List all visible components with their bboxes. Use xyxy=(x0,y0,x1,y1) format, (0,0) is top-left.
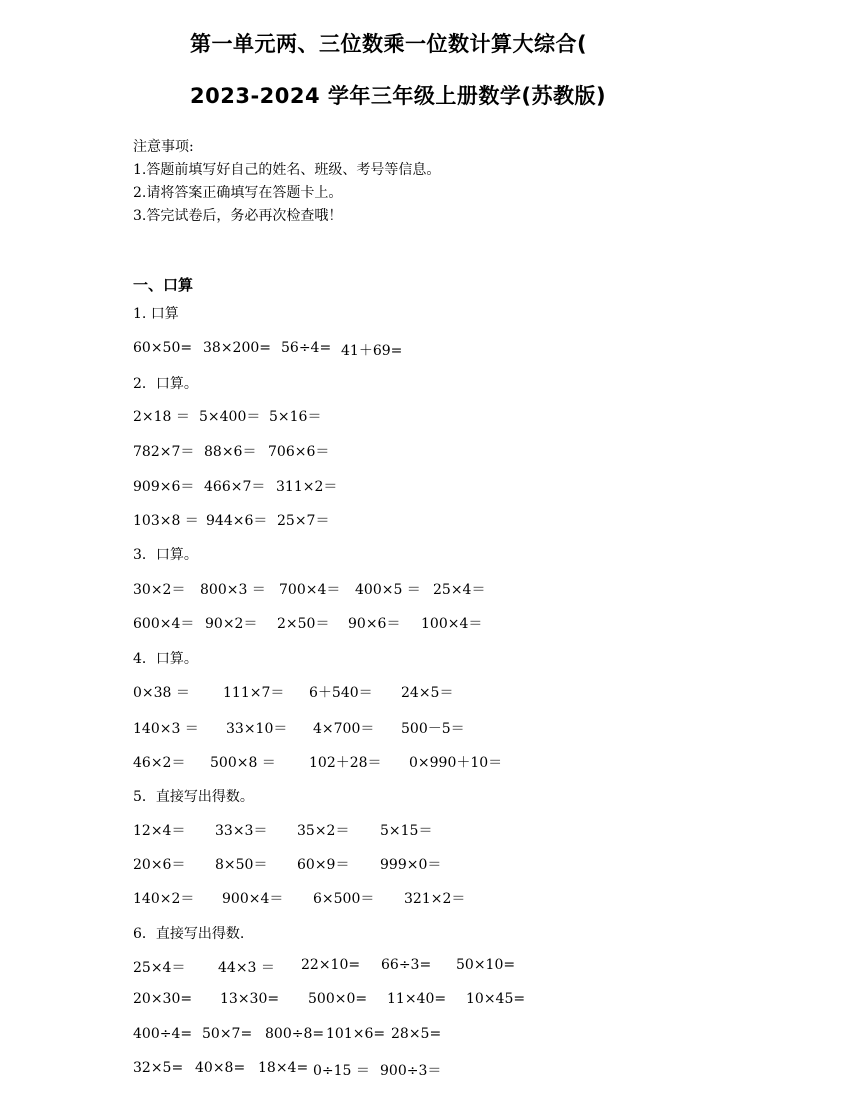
problem: 28×5= xyxy=(391,1026,442,1042)
problem: 4×700＝ xyxy=(313,721,375,737)
notice-item: 3.答完试卷后，务必再次检查哦！ xyxy=(133,208,343,224)
problem: 700×4＝ xyxy=(279,582,341,598)
problem: 0×38 ＝ xyxy=(133,685,190,701)
problem: 111×7＝ xyxy=(223,685,285,701)
problem: 6×500＝ xyxy=(313,891,375,907)
problem: 311×2＝ xyxy=(276,479,338,495)
problem: 25×7＝ xyxy=(277,513,330,529)
problem: 41＋69= xyxy=(341,343,403,359)
problem: 5×16＝ xyxy=(269,409,322,425)
problem: 30×2＝ xyxy=(133,582,186,598)
problem: 66÷3= xyxy=(381,957,432,973)
problem: 6＋540＝ xyxy=(309,685,373,701)
problem: 33×3＝ xyxy=(215,823,268,839)
page-title-line1: 第一单元两、三位数乘一位数计算大综合( xyxy=(190,32,588,56)
problem: 40×8= xyxy=(195,1060,246,1076)
problem: 18×4= xyxy=(258,1060,309,1076)
problem: 782×7＝ xyxy=(133,444,195,460)
problem: 466×7＝ xyxy=(204,479,266,495)
problem: 56÷4= xyxy=(281,340,332,356)
problem: 2×50＝ xyxy=(277,616,330,632)
problem: 11×40= xyxy=(387,991,447,1007)
notice-item: 1.答题前填写好自己的姓名、班级、考号等信息。 xyxy=(133,162,441,178)
problem: 20×6＝ xyxy=(133,857,186,873)
question-label: 5．直接写出得数。 xyxy=(133,789,254,805)
problem: 100×4＝ xyxy=(421,616,483,632)
page-title-line2: 2023-2024 学年三年级上册数学(苏教版) xyxy=(190,84,607,108)
problem: 800×3 ＝ xyxy=(200,582,266,598)
problem: 0÷15 ＝ xyxy=(313,1063,370,1079)
problem: 33×10＝ xyxy=(226,721,288,737)
problem: 22×10= xyxy=(301,957,361,973)
problem: 90×6＝ xyxy=(348,616,401,632)
problem: 8×50＝ xyxy=(215,857,268,873)
problem: 706×6＝ xyxy=(268,444,330,460)
problem: 800÷8= xyxy=(265,1026,325,1042)
problem: 101×6= xyxy=(326,1026,386,1042)
problem: 60×50= xyxy=(133,340,193,356)
notice-heading: 注意事项: xyxy=(133,139,194,155)
problem: 10×45= xyxy=(466,991,526,1007)
problem: 321×2＝ xyxy=(404,891,466,907)
question-label: 6．直接写出得数. xyxy=(133,926,245,942)
problem: 13×30= xyxy=(220,991,280,1007)
problem: 400×5 ＝ xyxy=(355,582,421,598)
notice-item: 2.请将答案正确填写在答题卡上。 xyxy=(133,185,343,201)
problem: 2×18 ＝ xyxy=(133,409,190,425)
problem: 102＋28＝ xyxy=(309,755,382,771)
problem: 44×3 ＝ xyxy=(218,960,275,976)
problem: 140×3 ＝ xyxy=(133,721,199,737)
problem: 24×5＝ xyxy=(401,685,454,701)
question-label: 2．口算。 xyxy=(133,376,198,392)
problem: 600×4＝ xyxy=(133,616,195,632)
problem: 20×30= xyxy=(133,991,193,1007)
problem: 500×8 ＝ xyxy=(210,755,276,771)
question-label: 1. 口算 xyxy=(133,306,179,322)
problem: 50×7= xyxy=(202,1026,253,1042)
problem: 25×4＝ xyxy=(133,960,186,976)
problem: 909×6＝ xyxy=(133,479,195,495)
section-heading: 一、口算 xyxy=(133,276,194,294)
question-label: 4．口算。 xyxy=(133,651,198,667)
problem: 38×200= xyxy=(203,340,271,356)
problem: 900×4＝ xyxy=(222,891,284,907)
problem: 5×400＝ xyxy=(199,409,261,425)
problem: 0×990＋10＝ xyxy=(409,755,503,771)
problem: 35×2＝ xyxy=(297,823,350,839)
problem: 32×5= xyxy=(133,1060,184,1076)
problem: 88×6＝ xyxy=(204,444,257,460)
problem: 999×0＝ xyxy=(380,857,442,873)
problem: 60×9＝ xyxy=(297,857,350,873)
problem: 944×6＝ xyxy=(206,513,268,529)
question-label: 3．口算。 xyxy=(133,547,198,563)
problem: 103×8 ＝ xyxy=(133,513,199,529)
problem: 25×4＝ xyxy=(433,582,486,598)
problem: 400÷4= xyxy=(133,1026,193,1042)
problem: 12×4＝ xyxy=(133,823,186,839)
problem: 500×0= xyxy=(308,991,368,1007)
problem: 140×2＝ xyxy=(133,891,195,907)
problem: 46×2＝ xyxy=(133,755,186,771)
problem: 900÷3＝ xyxy=(380,1063,442,1079)
problem: 50×10= xyxy=(456,957,516,973)
problem: 90×2＝ xyxy=(205,616,258,632)
problem: 5×15＝ xyxy=(380,823,433,839)
problem: 500－5＝ xyxy=(401,721,465,737)
notice-block xyxy=(133,136,440,228)
